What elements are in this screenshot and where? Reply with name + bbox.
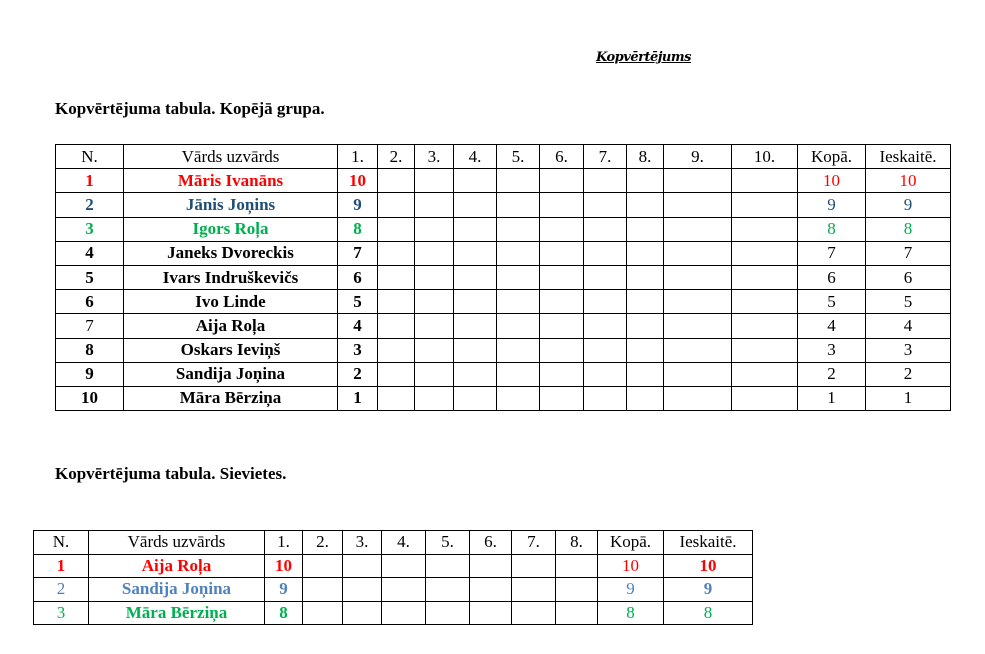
round-7-cell — [584, 265, 627, 289]
column-header-1: Vārds uzvārds — [89, 531, 265, 555]
round-2-cell — [378, 193, 415, 217]
column-header-4: 3. — [343, 531, 382, 555]
name-cell: Igors Roļa — [124, 217, 338, 241]
round-3-cell — [415, 362, 454, 386]
round-10-cell — [732, 265, 798, 289]
round-3-cell — [343, 554, 382, 578]
name-cell: Oskars Ieviņš — [124, 338, 338, 362]
round-2-cell — [378, 241, 415, 265]
round-8-cell — [556, 601, 598, 625]
round-4-cell — [382, 554, 426, 578]
name-cell: Māra Bērziņa — [89, 601, 265, 625]
round-1-cell: 2 — [338, 362, 378, 386]
rank-cell: 9 — [56, 362, 124, 386]
round-10-cell — [732, 193, 798, 217]
women-table — [33, 530, 753, 625]
round-8-cell — [627, 241, 664, 265]
round-9-cell — [664, 290, 732, 314]
round-10-cell — [732, 217, 798, 241]
table-row — [56, 241, 951, 265]
round-4-cell — [454, 362, 497, 386]
column-header-5: 4. — [382, 531, 426, 555]
round-2-cell — [303, 578, 343, 602]
column-header-2: 1. — [265, 531, 303, 555]
total-cell: 10 — [798, 169, 866, 193]
rank-cell: 2 — [34, 578, 89, 602]
round-2-cell — [378, 290, 415, 314]
round-5-cell — [497, 314, 540, 338]
credit-cell: 10 — [866, 169, 951, 193]
credit-cell: 10 — [664, 554, 753, 578]
round-6-cell — [540, 362, 584, 386]
credit-cell: 1 — [866, 386, 951, 410]
total-cell: 6 — [798, 265, 866, 289]
round-5-cell — [497, 338, 540, 362]
round-3-cell — [415, 217, 454, 241]
name-cell: Janeks Dvoreckis — [124, 241, 338, 265]
round-5-cell — [426, 554, 470, 578]
round-6-cell — [540, 169, 584, 193]
round-1-cell: 5 — [338, 290, 378, 314]
column-header-3: 2. — [378, 145, 415, 169]
round-1-cell: 9 — [265, 578, 303, 602]
round-4-cell — [454, 290, 497, 314]
total-cell: 8 — [598, 601, 664, 625]
total-cell: 7 — [798, 241, 866, 265]
table-row — [56, 193, 951, 217]
credit-cell: 3 — [866, 338, 951, 362]
rank-cell: 1 — [56, 169, 124, 193]
round-3-cell — [415, 290, 454, 314]
total-cell: 9 — [798, 193, 866, 217]
table-header-row — [34, 531, 753, 555]
round-2-cell — [378, 362, 415, 386]
round-2-cell — [378, 386, 415, 410]
column-header-10: 9. — [664, 145, 732, 169]
round-6-cell — [540, 193, 584, 217]
round-5-cell — [497, 362, 540, 386]
total-cell: 3 — [798, 338, 866, 362]
column-header-1: Vārds uzvārds — [124, 145, 338, 169]
round-6-cell — [470, 578, 512, 602]
column-header-9: 8. — [627, 145, 664, 169]
column-header-8: 7. — [512, 531, 556, 555]
total-cell: 10 — [598, 554, 664, 578]
round-5-cell — [497, 386, 540, 410]
round-7-cell — [584, 290, 627, 314]
name-cell: Māra Bērziņa — [124, 386, 338, 410]
table-row — [56, 314, 951, 338]
rank-cell: 2 — [56, 193, 124, 217]
round-7-cell — [584, 193, 627, 217]
round-1-cell: 1 — [338, 386, 378, 410]
column-header-13: Ieskaitē. — [866, 145, 951, 169]
round-1-cell: 6 — [338, 265, 378, 289]
round-5-cell — [497, 265, 540, 289]
rank-cell: 1 — [34, 554, 89, 578]
round-9-cell — [664, 362, 732, 386]
rank-cell: 5 — [56, 265, 124, 289]
round-3-cell — [415, 338, 454, 362]
round-7-cell — [584, 362, 627, 386]
round-7-cell — [512, 601, 556, 625]
credit-cell: 6 — [866, 265, 951, 289]
round-5-cell — [497, 169, 540, 193]
total-cell: 4 — [798, 314, 866, 338]
column-header-7: 6. — [540, 145, 584, 169]
round-4-cell — [454, 265, 497, 289]
column-header-0: N. — [34, 531, 89, 555]
round-2-cell — [378, 314, 415, 338]
round-3-cell — [343, 601, 382, 625]
rank-cell: 4 — [56, 241, 124, 265]
round-2-cell — [378, 338, 415, 362]
round-1-cell: 4 — [338, 314, 378, 338]
table2-heading: Kopvērtējuma tabula. Sievietes. — [55, 464, 287, 483]
round-2-cell — [378, 217, 415, 241]
table-row — [56, 338, 951, 362]
round-4-cell — [454, 314, 497, 338]
round-9-cell — [664, 314, 732, 338]
round-6-cell — [540, 386, 584, 410]
name-cell: Ivo Linde — [124, 290, 338, 314]
round-5-cell — [497, 217, 540, 241]
round-4-cell — [454, 217, 497, 241]
round-1-cell: 10 — [338, 169, 378, 193]
column-header-10: Kopā. — [598, 531, 664, 555]
round-4-cell — [454, 386, 497, 410]
round-1-cell: 9 — [338, 193, 378, 217]
round-4-cell — [382, 601, 426, 625]
rank-cell: 3 — [56, 217, 124, 241]
round-4-cell — [454, 241, 497, 265]
round-6-cell — [540, 290, 584, 314]
round-3-cell — [415, 193, 454, 217]
round-6-cell — [540, 265, 584, 289]
round-1-cell: 3 — [338, 338, 378, 362]
round-7-cell — [584, 386, 627, 410]
round-10-cell — [732, 241, 798, 265]
round-1-cell: 8 — [265, 601, 303, 625]
round-8-cell — [556, 554, 598, 578]
round-5-cell — [426, 578, 470, 602]
round-5-cell — [497, 241, 540, 265]
round-8-cell — [627, 290, 664, 314]
round-8-cell — [627, 338, 664, 362]
column-header-5: 4. — [454, 145, 497, 169]
round-2-cell — [303, 601, 343, 625]
overall-table — [55, 144, 951, 411]
name-cell: Sandija Joņina — [124, 362, 338, 386]
table-row — [34, 601, 753, 625]
round-2-cell — [378, 265, 415, 289]
round-7-cell — [584, 217, 627, 241]
rank-cell: 8 — [56, 338, 124, 362]
column-header-2: 1. — [338, 145, 378, 169]
table-row — [56, 362, 951, 386]
rank-cell: 10 — [56, 386, 124, 410]
rank-cell: 3 — [34, 601, 89, 625]
round-5-cell — [426, 601, 470, 625]
total-cell: 5 — [798, 290, 866, 314]
round-2-cell — [303, 554, 343, 578]
round-9-cell — [664, 169, 732, 193]
rank-cell: 6 — [56, 290, 124, 314]
column-header-6: 5. — [426, 531, 470, 555]
rank-cell: 7 — [56, 314, 124, 338]
column-header-0: N. — [56, 145, 124, 169]
round-7-cell — [584, 169, 627, 193]
column-header-4: 3. — [415, 145, 454, 169]
credit-cell: 4 — [866, 314, 951, 338]
column-header-12: Kopā. — [798, 145, 866, 169]
total-cell: 2 — [798, 362, 866, 386]
round-3-cell — [415, 169, 454, 193]
column-header-3: 2. — [303, 531, 343, 555]
round-3-cell — [343, 578, 382, 602]
name-cell: Jānis Joņins — [124, 193, 338, 217]
round-3-cell — [415, 241, 454, 265]
round-1-cell: 8 — [338, 217, 378, 241]
column-header-8: 7. — [584, 145, 627, 169]
document-title: Kopvērtējums — [596, 50, 691, 65]
round-7-cell — [584, 338, 627, 362]
round-6-cell — [470, 601, 512, 625]
round-5-cell — [497, 290, 540, 314]
name-cell: Aija Roļa — [124, 314, 338, 338]
credit-cell: 7 — [866, 241, 951, 265]
round-6-cell — [540, 241, 584, 265]
round-1-cell: 7 — [338, 241, 378, 265]
round-10-cell — [732, 386, 798, 410]
round-5-cell — [497, 193, 540, 217]
table-row — [56, 265, 951, 289]
credit-cell: 2 — [866, 362, 951, 386]
credit-cell: 9 — [866, 193, 951, 217]
column-header-7: 6. — [470, 531, 512, 555]
total-cell: 8 — [798, 217, 866, 241]
round-9-cell — [664, 265, 732, 289]
round-8-cell — [627, 362, 664, 386]
round-3-cell — [415, 265, 454, 289]
round-8-cell — [627, 193, 664, 217]
round-8-cell — [627, 265, 664, 289]
round-7-cell — [512, 554, 556, 578]
credit-cell: 9 — [664, 578, 753, 602]
round-9-cell — [664, 386, 732, 410]
round-10-cell — [732, 362, 798, 386]
name-cell: Aija Roļa — [89, 554, 265, 578]
total-cell: 1 — [798, 386, 866, 410]
table-row — [56, 386, 951, 410]
column-header-11: Ieskaitē. — [664, 531, 753, 555]
round-9-cell — [664, 193, 732, 217]
round-3-cell — [415, 386, 454, 410]
round-8-cell — [627, 386, 664, 410]
table-row — [56, 217, 951, 241]
total-cell: 9 — [598, 578, 664, 602]
round-10-cell — [732, 290, 798, 314]
name-cell: Māris Ivanāns — [124, 169, 338, 193]
table-header-row — [56, 145, 951, 169]
table1-heading: Kopvērtējuma tabula. Kopējā grupa. — [55, 99, 325, 118]
round-9-cell — [664, 217, 732, 241]
column-header-6: 5. — [497, 145, 540, 169]
round-4-cell — [454, 193, 497, 217]
table-row — [56, 290, 951, 314]
round-2-cell — [378, 169, 415, 193]
round-10-cell — [732, 169, 798, 193]
round-6-cell — [540, 314, 584, 338]
round-10-cell — [732, 314, 798, 338]
round-3-cell — [415, 314, 454, 338]
round-6-cell — [540, 217, 584, 241]
round-7-cell — [584, 314, 627, 338]
round-8-cell — [627, 314, 664, 338]
name-cell: Sandija Joņina — [89, 578, 265, 602]
round-7-cell — [584, 241, 627, 265]
round-8-cell — [556, 578, 598, 602]
column-header-9: 8. — [556, 531, 598, 555]
round-7-cell — [512, 578, 556, 602]
round-8-cell — [627, 217, 664, 241]
table-row — [34, 554, 753, 578]
round-4-cell — [382, 578, 426, 602]
round-4-cell — [454, 169, 497, 193]
round-10-cell — [732, 338, 798, 362]
table-row — [56, 169, 951, 193]
name-cell: Ivars Indruškevičs — [124, 265, 338, 289]
round-9-cell — [664, 241, 732, 265]
round-9-cell — [664, 338, 732, 362]
round-6-cell — [470, 554, 512, 578]
credit-cell: 8 — [664, 601, 753, 625]
round-6-cell — [540, 338, 584, 362]
credit-cell: 5 — [866, 290, 951, 314]
table-row — [34, 578, 753, 602]
round-1-cell: 10 — [265, 554, 303, 578]
round-8-cell — [627, 169, 664, 193]
column-header-11: 10. — [732, 145, 798, 169]
round-4-cell — [454, 338, 497, 362]
credit-cell: 8 — [866, 217, 951, 241]
